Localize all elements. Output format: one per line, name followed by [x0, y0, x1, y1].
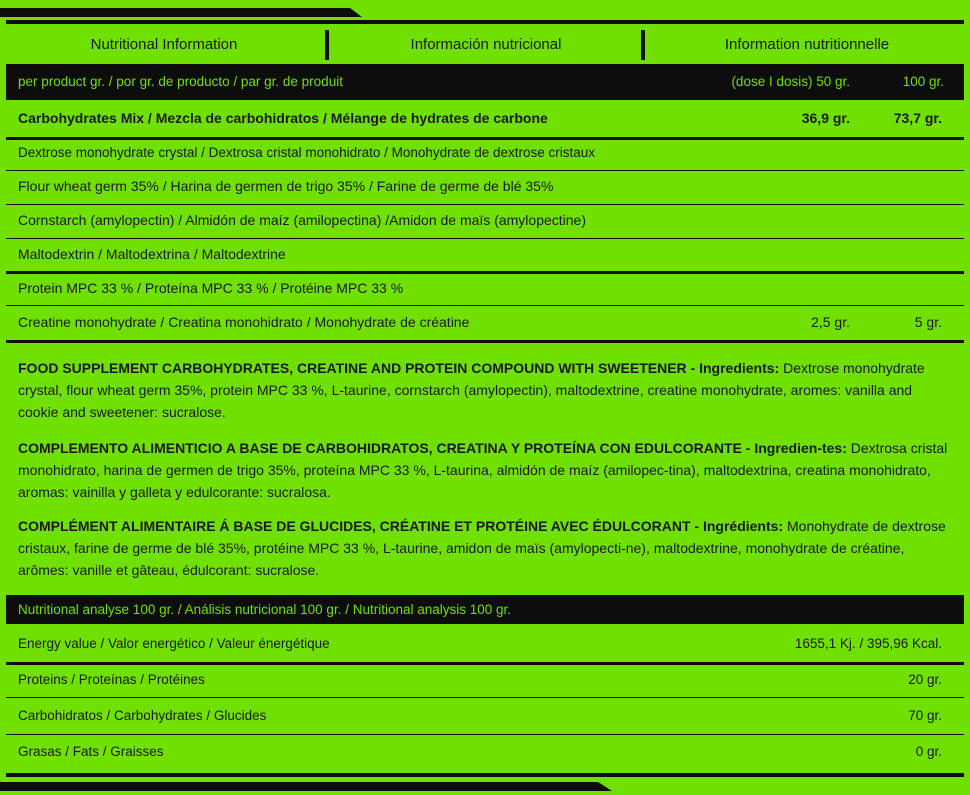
analysis-row-label: Carbohidratos / Carbohydrates / Glucides — [18, 708, 267, 723]
header-english: Nutritional Information — [90, 36, 238, 53]
carb-mix-hundred: 73,7 gr. — [893, 110, 942, 126]
analysis-bar — [6, 595, 964, 624]
bottom-decor-bar — [0, 782, 970, 791]
bottom-decor-line — [6, 773, 964, 777]
ingredient-row: Dextrose monohydrate crystal / Dextrosa cristal monohidrato / Monohydrate de dextrose cristaux — [18, 145, 596, 160]
creatine-hundred: 5 gr. — [914, 314, 942, 330]
carb-mix-dose: 36,9 gr. — [801, 110, 850, 126]
header-french: Information nutritionnelle — [724, 36, 890, 53]
carb-mix-row — [18, 110, 948, 130]
analysis-row — [18, 672, 948, 692]
analysis-row-value: 20 gr. — [908, 672, 942, 687]
ingredient-row: Maltodextrin / Maltodextrina / Maltodextrine — [18, 246, 286, 262]
analysis-row-label: Proteins / Proteínas / Protéines — [18, 672, 205, 687]
divider — [6, 170, 964, 171]
divider — [6, 204, 964, 205]
creatine-row — [18, 314, 948, 334]
analysis-row-value: 70 gr. — [908, 708, 942, 723]
divider — [6, 734, 964, 735]
divider — [6, 305, 964, 306]
paragraph-body: Dextrose monohydrate crystal, flour wheat germ 35%, protein MPC 33 %, L-taurine, cornstarch (amylopectin), maltodextrine, creatine monohydrate, aromes: vanilla and cookie and sweetener: sucralose. — [18, 360, 925, 420]
top-decor-bar — [0, 8, 970, 17]
ingredient-row: Cornstarch (amylopectin) / Almidón de maíz (amilopectina) /Amidon de maïs (amylopectine) — [18, 212, 587, 228]
divider — [6, 271, 964, 274]
analysis-row-value: 0 gr. — [915, 744, 942, 759]
ingredients-paragraph-en — [18, 357, 952, 423]
paragraph-heading: COMPLÉMENT ALIMENTAIRE Á BASE DE GLUCIDES, CRÉATINE ET PROTÉINE AVEC ÉDULCORANT - Ingrédients: — [18, 518, 784, 534]
carb-mix-label: Carbohydrates Mix / Mezcla de carbohidratos / Mélange de hydrates de carbone — [18, 110, 548, 126]
per-product-label: per product gr. / por gr. de producto / par gr. de produit — [18, 74, 343, 89]
paragraph-body: Dextrosa cristal monohidrato, harina de germen de trigo 35%, proteína MPC 33 %, L-taurina, almidón de maíz (amilopec-tina), maltodextrina, creatina monohidrato, aromas: vainilla y galleta y edulcorante: sucralosa. — [18, 440, 948, 500]
ingredients-paragraph-fr — [18, 515, 952, 581]
divider — [6, 137, 964, 140]
divider — [6, 662, 964, 665]
analysis-label: Nutritional analyse 100 gr. / Análisis nutricional 100 gr. / Nutritional analysis 100 gr. — [18, 602, 512, 617]
header-spanish: Información nutricional — [410, 36, 562, 53]
paragraph-heading: FOOD SUPPLEMENT CARBOHYDRATES, CREATINE AND PROTEIN COMPOUND WITH SWEETENER - Ingredients: — [18, 360, 780, 376]
paragraph-body: Monohydrate de dextrose cristaux, farine de germe de blé 35%, protéine MPC 33 %, L-taurine, amidon de maïs (amylopecti-ne), maltodextrine, monohydrate de créatine, arômes: vanille et gâteau, édulcorant: sucralose. — [18, 518, 946, 578]
ingredients-paragraph-es — [18, 437, 952, 503]
hundred-column-header: 100 gr. — [902, 74, 944, 89]
divider — [6, 238, 964, 239]
analysis-row — [18, 744, 948, 764]
analysis-row — [18, 708, 948, 728]
paragraph-heading: COMPLEMENTO ALIMENTICIO A BASE DE CARBOHIDRATOS, CREATINA Y PROTEÍNA CON EDULCORANTE - Ingredien-tes: — [18, 440, 847, 456]
dose-column-header: (dose I dosis) 50 gr. — [731, 74, 850, 89]
analysis-row-label: Energy value / Valor energético / Valeur énergétique — [18, 636, 330, 651]
top-decor-line — [6, 20, 964, 24]
creatine-label: Creatine monohydrate / Creatina monohidrato / Monohydrate de créatine — [18, 314, 470, 330]
analysis-row-value: 1655,1 Kj. / 395,96 Kcal. — [794, 636, 942, 651]
divider — [6, 697, 964, 698]
per-product-bar — [6, 64, 964, 100]
creatine-dose: 2,5 gr. — [811, 314, 850, 330]
analysis-row — [18, 636, 948, 656]
ingredient-row: Protein MPC 33 % / Proteína MPC 33 % / Protéine MPC 33 % — [18, 280, 404, 296]
analysis-row-label: Grasas / Fats / Graisses — [18, 744, 164, 759]
language-header — [0, 28, 970, 62]
ingredient-row: Flour wheat germ 35% / Harina de germen de trigo 35% / Farine de germe de blé 35% — [18, 178, 554, 194]
divider — [6, 340, 964, 343]
